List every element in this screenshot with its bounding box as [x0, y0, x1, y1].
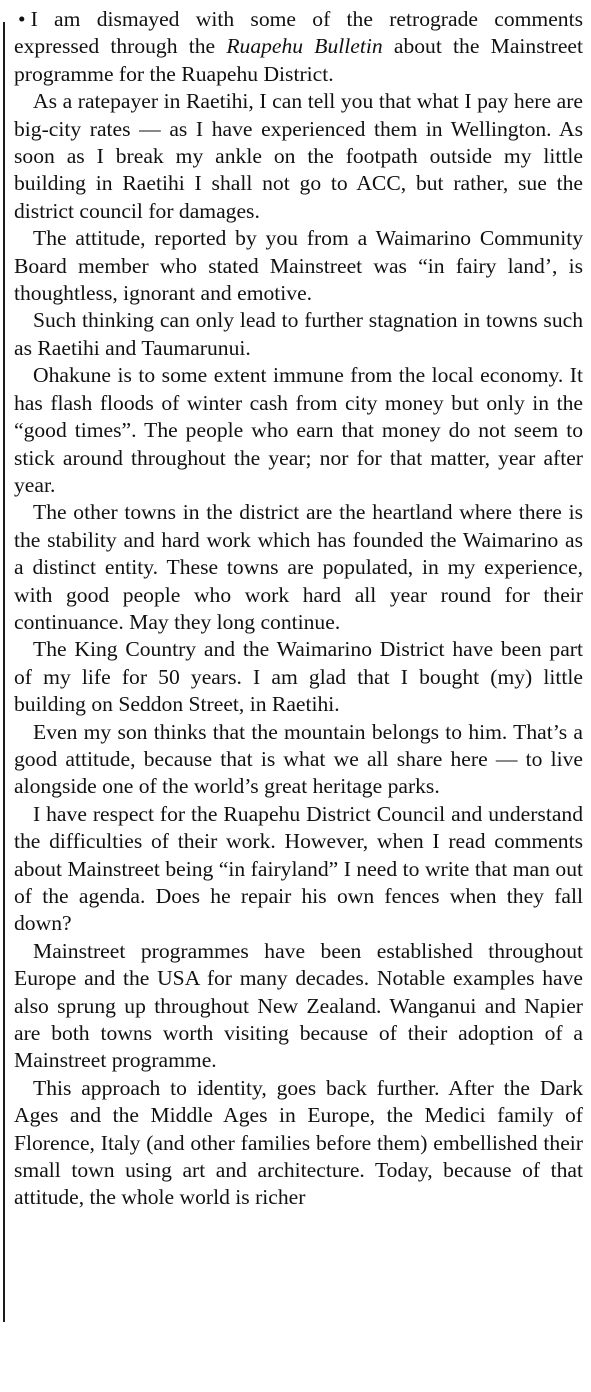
publication-name: Ruapehu Bulletin: [226, 34, 383, 59]
intro-text-end: about the Mainstreet programme for the Ruapehu District.: [14, 34, 583, 86]
letter-to-editor: [14, 6, 583, 1212]
paragraph-medici: This approach to identity, goes back further. After the Dark Ages and the Middle Ages in Europe, the Medici family of Florence, Italy (and other families before them) embellished their small town using art and architecture. Today, because of that attitude, the whole world is richer: [14, 1075, 583, 1210]
paragraph-council: I have respect for the Ruapehu District Council and understand the difficulties of their work. However, when I read comments about Mainstreet being “in fairyland” I need to write that man out of the agenda. Does he repair his own fences when they fall down?: [14, 801, 583, 936]
paragraph-mountain: Even my son thinks that the mountain belongs to him. That’s a good attitude, because that is what we all share here — to live alongside one of the world’s great heritage parks.: [14, 719, 583, 799]
paragraph-attitude: The attitude, reported by you from a Waimarino Community Board member who stated Mainstreet was “in fairy land’, is thoughtless, ignorant and emotive.: [14, 226, 583, 306]
paragraph-rates: As a ratepayer in Raetihi, I can tell you that what I pay here are big-city rates — as I have experienced them in Wellington. As soon as I break my ankle on the footpath outside my little building in Raetihi I shall not go to ACC, but rather, sue the district council for damages.: [14, 89, 583, 223]
column-rule: [3, 22, 5, 1322]
paragraph-king-country: The King Country and the Waimarino District have been part of my life for 50 years. I am glad that I bought (my) little building on Seddon Street, in Raetihi.: [14, 637, 583, 717]
paragraph-intro: [14, 6, 583, 88]
intro-text-start: I am dismayed with some of the retrograde comments expressed through the: [14, 7, 583, 59]
paragraph-mainstreet-programmes: Mainstreet programmes have been established throughout Europe and the USA for many decades. Notable examples have also sprung up throughout New Zealand. Wanganui and Napier are both towns worth visiting because of their adoption of a Mainstreet programme.: [14, 938, 583, 1073]
paragraph-heartland: The other towns in the district are the heartland where there is the stability and hard work which has founded the Waimarino as a distinct entity. These towns are populated, in my experience, with good people who work hard all year round for their continuance. May they long continue.: [14, 500, 583, 634]
paragraph-stagnation: Such thinking can only lead to further stagnation in towns such as Raetihi and Taumarunui.: [14, 308, 583, 360]
paragraph-ohakune: Ohakune is to some extent immune from the local economy. It has flash floods of winter cash from city money but only in the “good times”. The people who earn that money do not seem to stick around throughout the year; nor for that matter, year after year.: [14, 363, 583, 497]
bullet-marker: •: [18, 7, 26, 31]
